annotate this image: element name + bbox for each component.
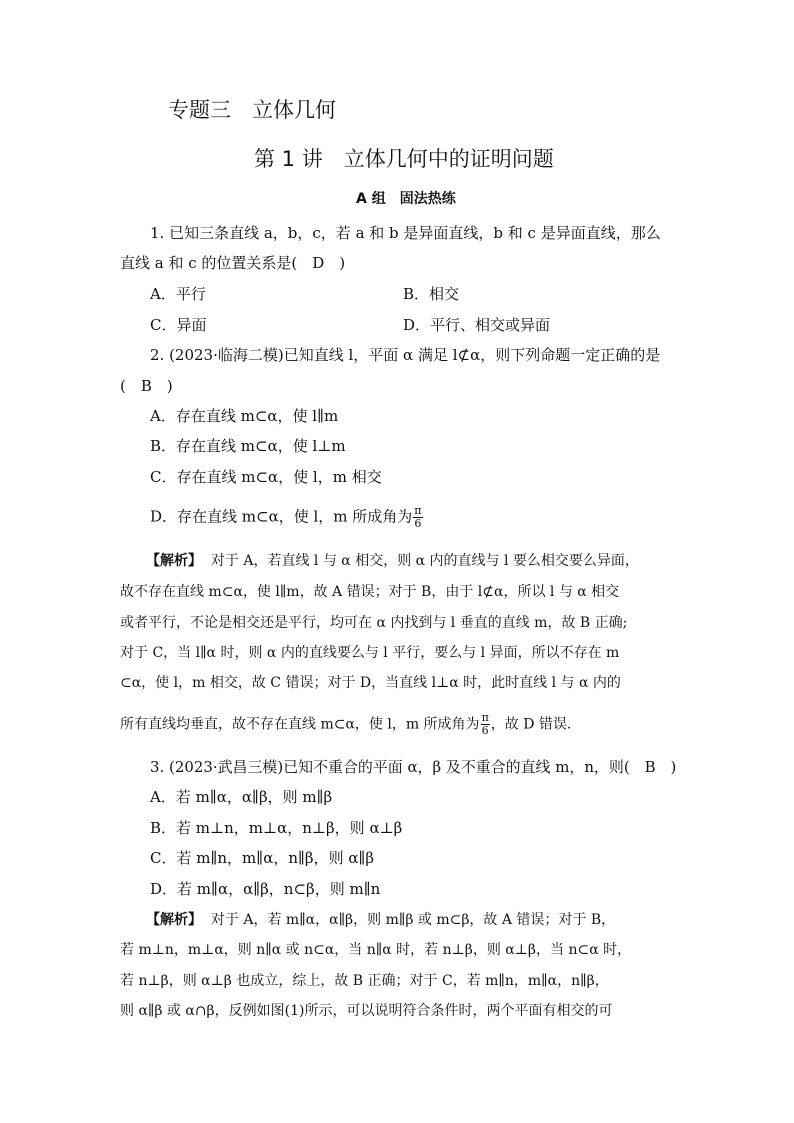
q3-stem: 3. (2023·武昌三模)已知不重合的平面 α，β 及不重合的直线 m，n，则( B ) [150,758,677,776]
q2-option-b: B．存在直线 m⊂α，使 l⊥m [150,437,346,455]
q2-option-d: D．存在直线 m⊂α，使 l，m 所成角为 [150,507,413,526]
q2-explain-line4: 对于 C，当 l∥α 时，则 α 内的直线要么与 l 平行，要么与 l 异面，所以不存在 m [120,645,620,661]
q3-explain-line4: 则 α∥β 或 α∩β，反例如图(1)所示，可以说明符合条件时，两个平面有相交的可 [120,1003,613,1019]
q1-option-a: A．平行 [150,285,206,303]
q3-explain-line2: 若 m⊥n，m⊥α，则 n∥α 或 n⊂α，当 n∥α 时，若 n⊥β，则 α⊥β，当 n⊂α 时， [120,942,632,958]
lecture-title: 第 1 讲 立体几何中的证明问题 [254,147,554,171]
q2-explain-line2: 故不存在直线 m⊂α，使 l∥m，故 A 错误；对于 B，由于 l⊄α，所以 l 与 α 相交 [120,584,620,600]
fraction-numerator: π [414,504,422,517]
q2-explain-line3: 或者平行，不论是相交还是平行，均可在 α 内找到与 l 垂直的直线 m，故 B 正确; [120,615,628,631]
q3-option-b: B．若 m⊥n，m⊥α，n⊥β，则 α⊥β [150,819,403,837]
q1-option-b: B．相交 [403,285,460,303]
q3-explain-line3: 若 n⊥β，则 α⊥β 也成立，综上，故 B 正确；对于 C，若 m∥n，m∥α，n∥β， [120,973,609,989]
q1-option-d: D．平行、相交或异面 [403,316,551,334]
q1-option-c: C．异面 [150,316,207,334]
q2-stem-line2: ( B ) [120,377,173,395]
q2-explain-label: 【解析】 [146,553,202,569]
q3-option-c: C．若 m∥n，m∥α，n∥β，则 α∥β [150,849,375,867]
topic-title: 专题三 立体几何 [168,98,336,122]
pi-over-six-fraction: $\frac{\pi}{6}$ [481,711,489,737]
q2-option-d-line [150,505,424,530]
q3-option-a: A．若 m∥α，α∥β，则 m∥β [150,788,333,806]
q3-explain-line1: 【解析】 对于 A，若 m∥α，α∥β，则 m∥β 或 m⊂β，故 A 错误；对于 B， [146,912,616,928]
q1-stem-line1: 1. 已知三条直线 a，b，c，若 a 和 b 是异面直线，b 和 c 是异面直线，那么 [150,224,661,242]
q2-explain-line5: ⊂α，使 l，m 相交，故 C 错误；对于 D，当直线 l⊥α 时，此时直线 l 与 α 内的 [120,675,621,691]
q2-option-a: A．存在直线 m⊂α，使 l∥m [150,407,339,425]
q2-stem-line1: 2. (2023·临海二模)已知直线 l，平面 α 满足 l⊄α，则下列命题一定正确的是 [150,346,661,364]
fraction-denominator: 6 [414,517,422,530]
q2-option-c: C．存在直线 m⊂α，使 l，m 相交 [150,468,382,486]
q2-explain-line1: 【解析】 对于 A，若直线 l 与 α 相交，则 α 内的直线与 l 要么相交要么异面， [146,553,639,569]
q3-option-d: D．若 m∥α，α∥β，n⊂β，则 m∥n [150,880,381,898]
q1-stem-line2: 直线 a 和 c 的位置关系是( D ) [120,254,346,272]
q2-explain-line6: 所有直线均垂直，故不存在直线 m⊂α，使 l，m 所成角为 $\frac{\pi}{6}$ ，故 D 错误. [120,711,572,737]
group-title: A 组 固法热练 [356,191,456,207]
q3-explain-label: 【解析】 [146,912,202,928]
pi-over-six-fraction [413,505,422,530]
